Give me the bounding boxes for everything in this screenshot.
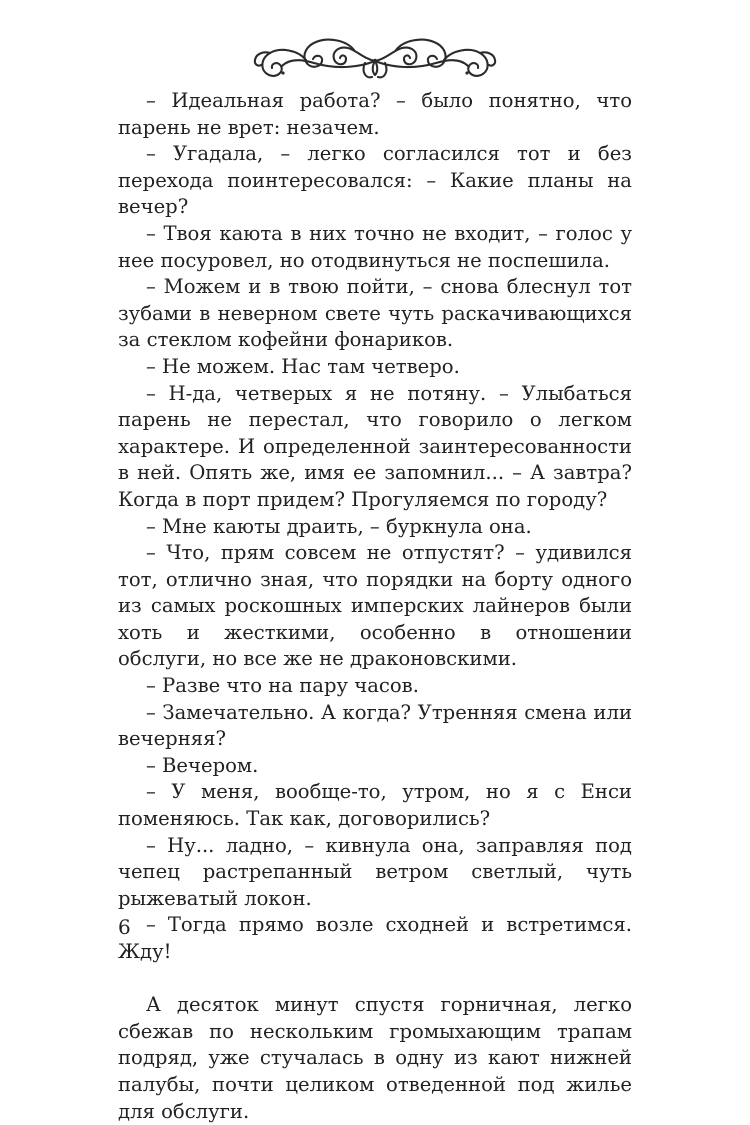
dialogue-paragraph: – Не можем. Нас там четверо. bbox=[146, 354, 460, 378]
dialogue-paragraph: – У меня, вообще-то, утром, но я с Енси поменяюсь. Так как, договорились? bbox=[118, 780, 632, 831]
dialogue-paragraph: – Угадала, – легко согласился тот и без перехода поинтересовался: – Какие планы на вечер? bbox=[118, 142, 632, 219]
dialogue-paragraph: – Идеальная работа? – было понятно, что парень не врет: незачем. bbox=[118, 89, 632, 139]
page-number: 6 bbox=[118, 915, 131, 939]
dialogue-paragraph: – Ну... ладно, – кивнула она, заправляя под чепец растрепанный ветром светлый, чуть рыжеватый локон. bbox=[118, 833, 632, 910]
dialogue-paragraph: – Что, прям совсем не отпустят? – удивился тот, отлично зная, что порядки на борту одного из самых роскошных имперских лайнеров были хоть и жесткими, особенно в отношении обслуги, но все же не драконовскими. bbox=[118, 541, 632, 671]
dialogue-paragraph: – Разве что на пару часов. bbox=[146, 674, 419, 698]
dialogue-paragraph: – Н-да, четверых я не потяну. – Улыбаться парень не перестал, что говорило о легком характере. И определенной заинтересованности в ней. Опять же, имя ее запомнил... – А завтра? Когда в порт придем? Прогуляемся по городу? bbox=[118, 381, 632, 511]
dialogue-paragraph: – Мне каюты драить, – буркнула она. bbox=[146, 514, 532, 538]
dialogue-paragraph: – Замечательно. А когда? Утренняя смена или вечерняя? bbox=[118, 700, 632, 751]
dialogue-paragraph: – Можем и в твою пойти, – снова блеснул тот зубами в неверном свете чуть раскачивающихся за стеклом кофейни фонариков. bbox=[118, 275, 632, 352]
book-text-body bbox=[118, 88, 632, 1125]
narrative-paragraph: А десяток минут спустя горничная, легко сбежав по нескольким громыхающим трапам подряд, уже стучалась в одну из кают нижней палубы, почти целиком отведенной под жилье для обслуги. bbox=[118, 993, 632, 1123]
dialogue-paragraph: – Твоя каюта в них точно не входит, – голос у нее посуровел, но отодвинуться не поспешила. bbox=[118, 221, 632, 272]
scroll-flourish-ornament-icon bbox=[250, 28, 500, 88]
dialogue-paragraph: – Тогда прямо возле сходней и встретимся. Жду! bbox=[118, 913, 632, 963]
dialogue-paragraph: – Вечером. bbox=[146, 753, 259, 777]
section-break bbox=[118, 966, 632, 993]
